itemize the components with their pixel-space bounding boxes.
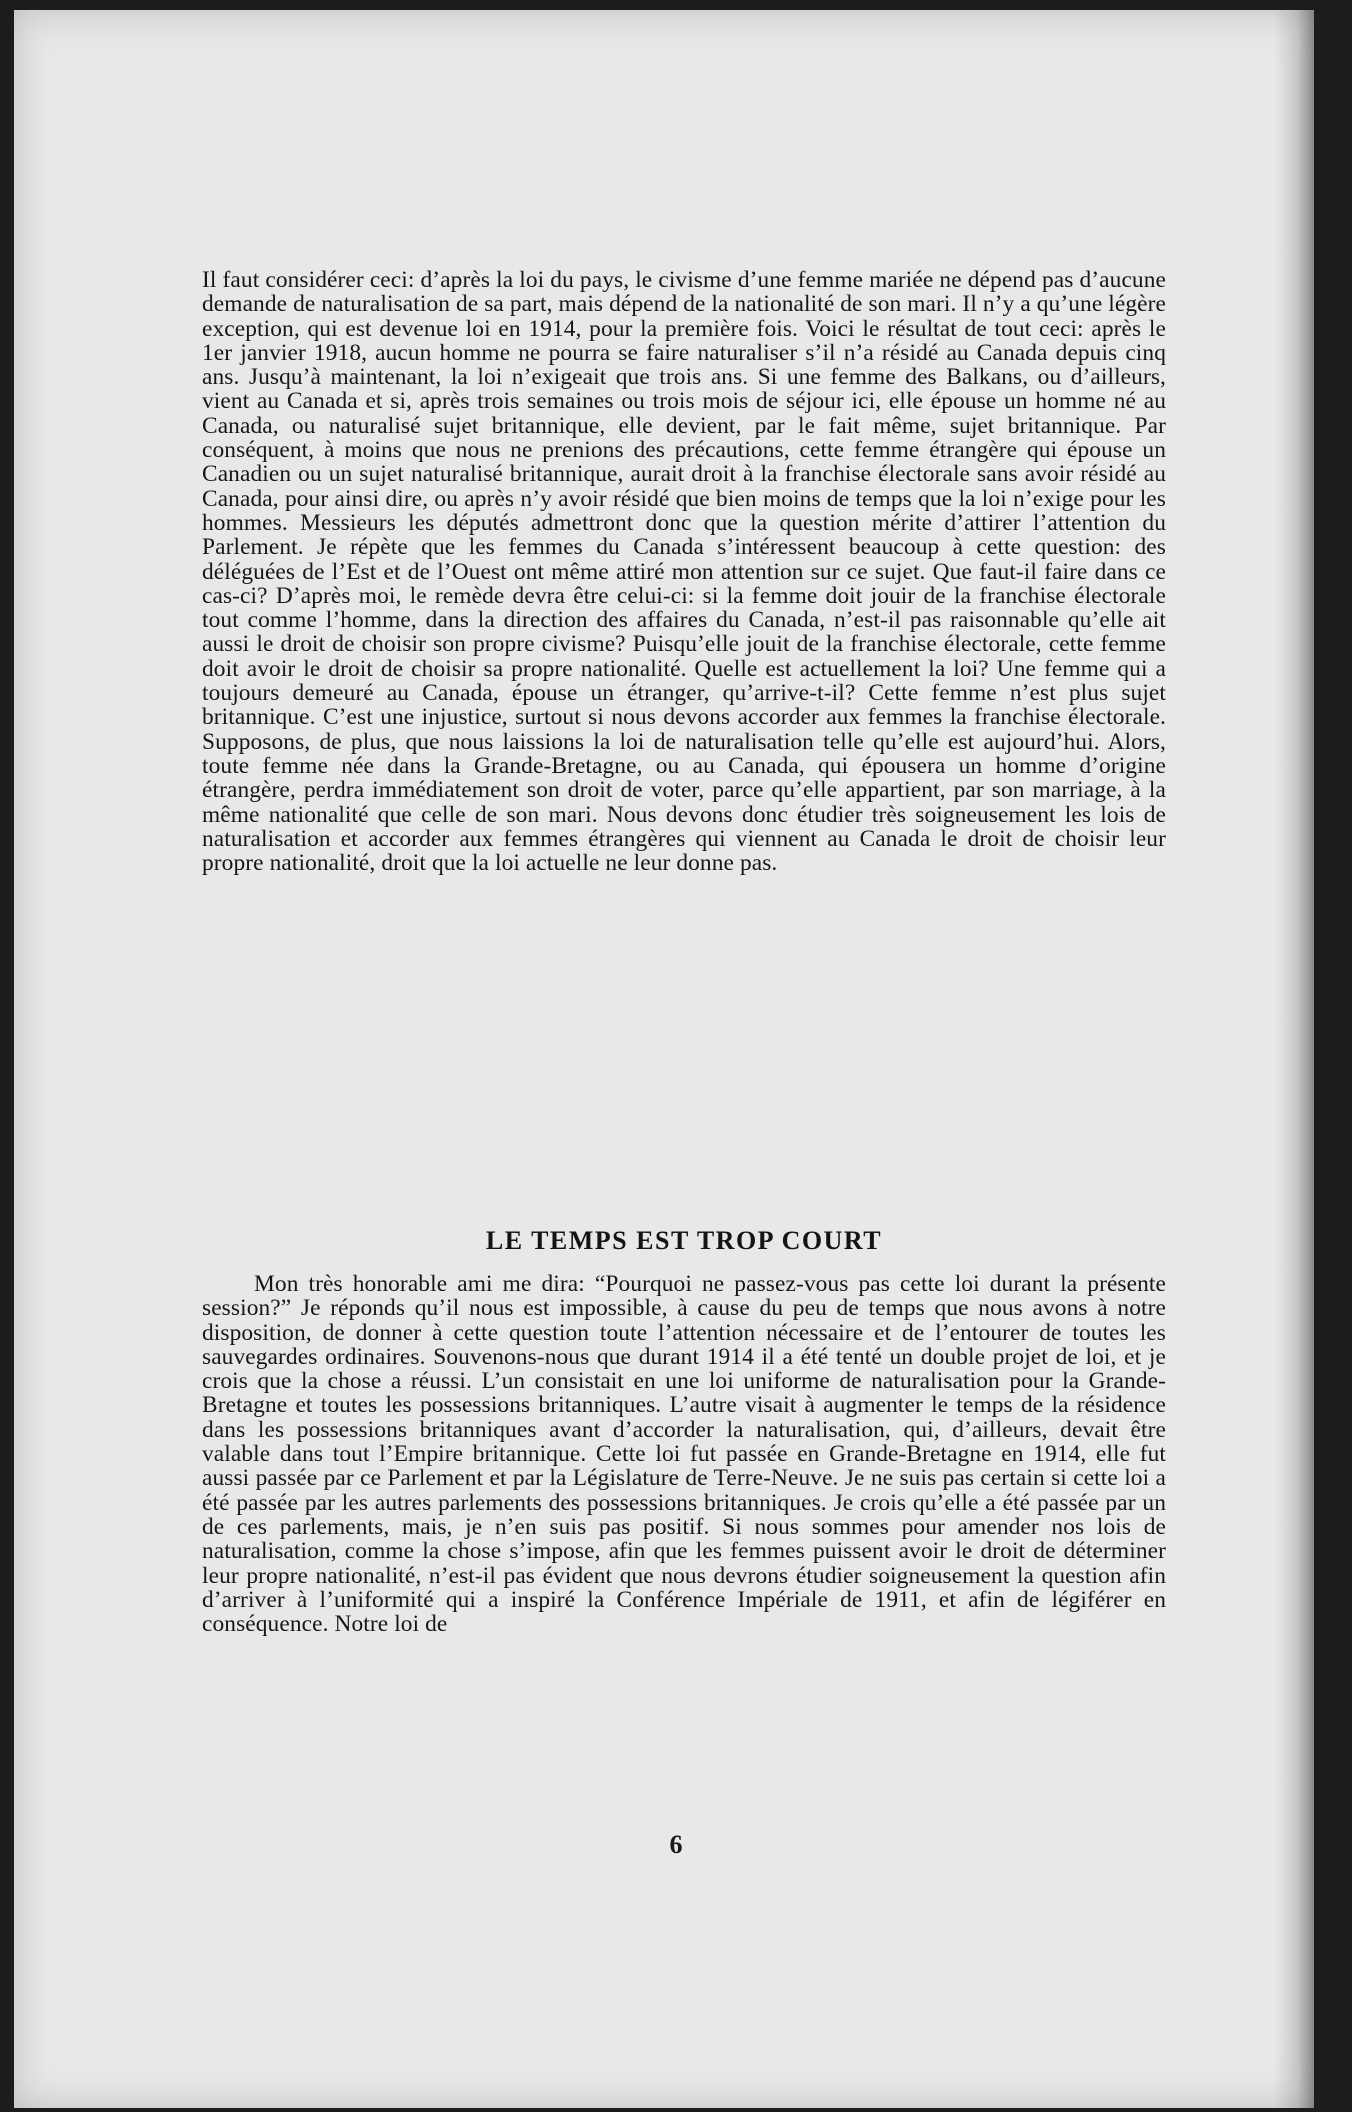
body-paragraph-2 — [202, 1272, 1166, 1636]
page-fold-shadow — [1274, 10, 1314, 2108]
body-paragraph-1 — [202, 268, 1166, 875]
paragraph-text: Il faut considérer ceci: d’après la loi du pays, le civisme d’une femme mariée ne dépend pas d’aucune demande de naturalisation de sa part, mais dépend de la nationalité de son mari. Il n’y a qu’une légère exception, qui est devenue loi en 1914, pour la première fois. Voici le résultat de tout ceci: après le 1er janvier 1918, aucun homme ne pourra se faire naturaliser s’il n’a résidé au Canada depuis cinq ans. Jusqu’à maintenant, la loi n’exigeait que trois ans. Si une femme des Balkans, ou d’ailleurs, vient au Canada et si, après trois semaines ou trois mois de séjour ici, elle épouse un homme né au Canada, ou naturalisé sujet britannique, elle devient, par le fait même, sujet britannique. Par conséquent, à moins que nous ne prenions des précautions, cette femme étrangère qui épouse un Canadien ou un sujet naturalisé britannique, aurait droit à la franchise électorale sans avoir résidé au Canada, pour ainsi dire, ou après n’y avoir résidé que bien moins de temps que la loi n’exige pour les hommes. Messieurs les députés admettront donc que la question mérite d’attirer l’attention du Parlement. Je répète que les femmes du Canada s’intéressent beaucoup à cette question: des déléguées de l’Est et de l’Ouest ont même attiré mon attention sur ce sujet. Que faut-il faire dans ce cas-ci? D’après moi, le remède devra être celui-ci: si la femme doit jouir de la franchise électorale tout comme l’homme, dans la direction des affaires du Canada, n’est-il pas raisonnable qu’elle ait aussi le droit de choisir son propre civisme? Puisqu’elle jouit de la franchise électorale, cette femme doit avoir le droit de choisir sa propre nationalité. Quelle est actuellement la loi? Une femme qui a toujours demeuré au Canada, épouse un étranger, qu’arrive-t-il? Cette femme n’est plus sujet britannique. C’est une injustice, surtout si nous devons accorder aux femmes la franchise électorale. Supposons, de plus, que nous laissions la loi de naturalisation telle qu’elle est aujourd’hui. Alors, toute femme née dans la Grande-Bretagne, ou au Canada, qui épousera un homme d’origine étrangère, perdra immédiatement son droit de voter, parce qu’elle appartient, par son marriage, à la même nationalité que celle de son mari. Nous devons donc étudier très soigneusement les lois de naturalisation et accorder aux femmes étrangères qui viennent au Canada le droit de choisir leur propre nationalité, droit que la loi actuelle ne leur donne pas. — [202, 267, 1166, 877]
page-number: 6 — [669, 1830, 683, 1859]
paragraph-text: Mon très honorable ami me dira: “Pourquoi ne passez-vous pas cette loi durant la présente session?” Je réponds qu’il nous est impossible, à cause du peu de temps que nous avons à notre disposition, de donner à cette question toute l’attention nécessaire et de l’entourer de toutes les sauvegardes ordinaires. Souvenons-nous que durant 1914 il a été tenté un double projet de loi, et je crois que la chose a réussi. L’un consistait en une loi uniforme de naturalisation pour la Grande-Bretagne et toutes les possessions britanniques. L’autre visait à augmenter le temps de la résidence dans les possessions britanniques avant d’accorder la naturalisation, qui, d’ailleurs, devait être valable dans tout l’Empire britannique. Cette loi fut passée en Grande-Bretagne en 1914, elle fut aussi passée par ce Parlement et par la Législature de Terre-Neuve. Je ne suis pas certain si cette loi a été passée par les autres parlements des possessions britanniques. Je crois qu’elle a été passée par un de ces parlements, mais, je n’en suis pas positif. Si nous sommes pour amender nos lois de naturalisation, comme la chose s’impose, afin que les femmes puissent avoir le droit de déterminer leur propre nationalité, n’est-il pas évident que nous devrons étudier soigneusement la question afin d’arriver à l’uniformité qui a inspiré la Conférence Impériale de 1911, et afin de légiférer en conséquence. Notre loi de — [202, 1271, 1166, 1638]
section-heading: LE TEMPS EST TROP COURT — [485, 1226, 883, 1255]
